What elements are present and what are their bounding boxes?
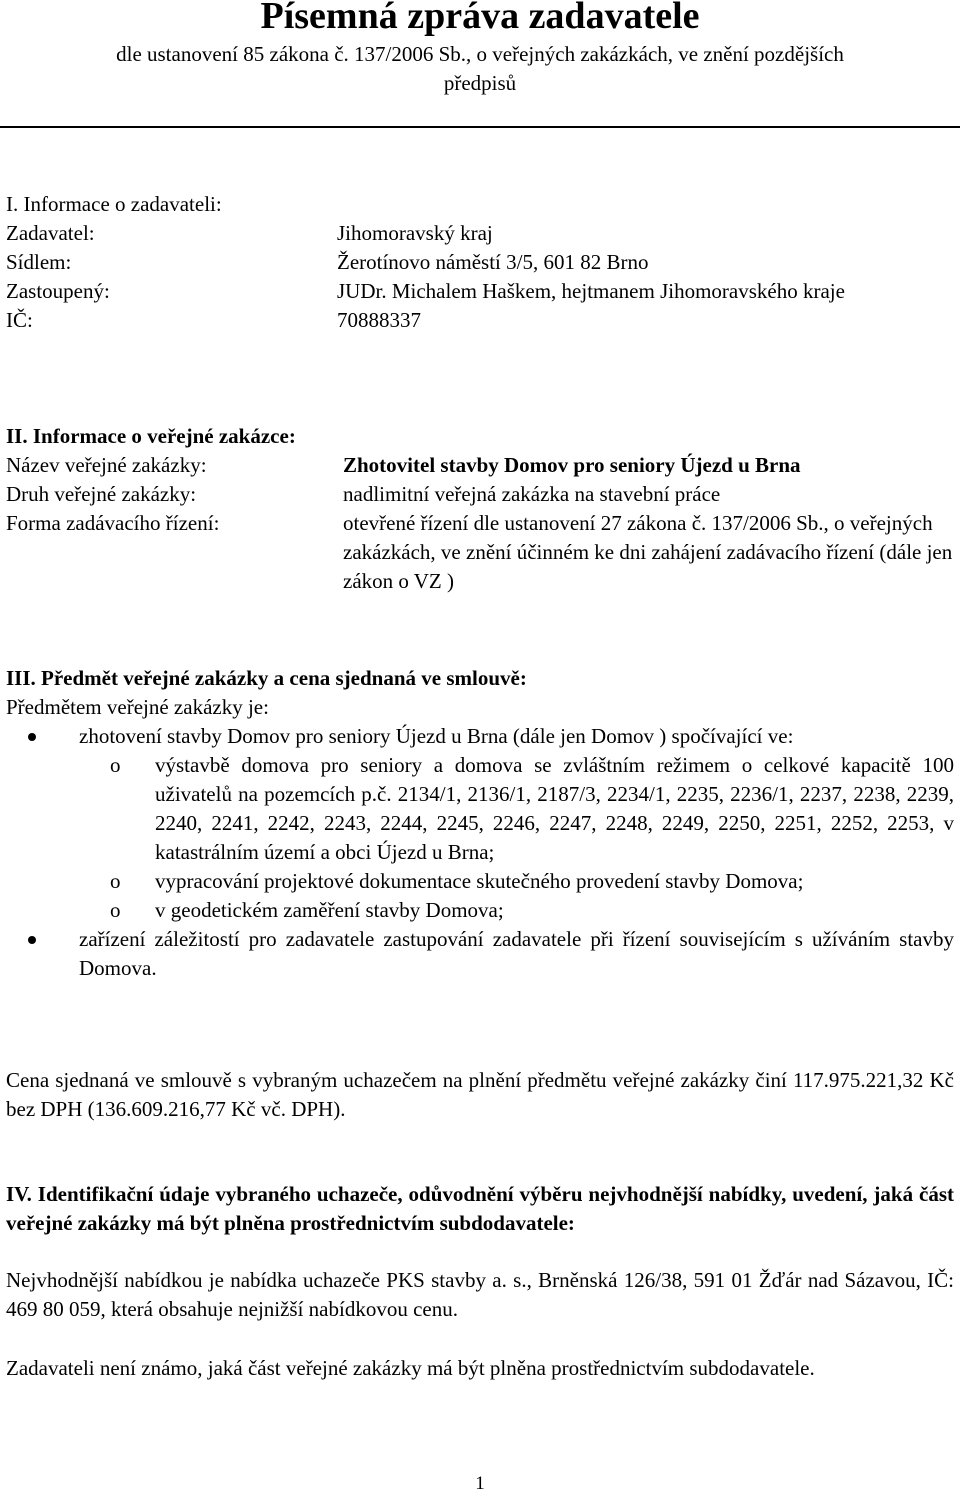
sub-list — [79, 751, 954, 925]
info-label: IČ: — [6, 308, 33, 332]
sub-list-item — [79, 867, 954, 896]
info-label: Zastoupený: — [6, 279, 110, 303]
section-contracting-authority — [6, 190, 954, 335]
section-subject-and-price — [6, 664, 954, 983]
price-paragraph: Cena sjednaná ve smlouvě s vybraným uchazečem na plnění předmětu veřejné zakázky činí 117.975.221,32 Kč bez DPH (136.609.216,77 Kč vč. DPH). — [6, 1068, 954, 1121]
section-public-contract — [6, 422, 954, 596]
bullet-icon — [28, 936, 36, 944]
info-label: Sídlem: — [6, 250, 72, 274]
info-value: 70888337 — [337, 308, 421, 332]
info-value: nadlimitní veřejná zakázka na stavební práce — [343, 482, 721, 506]
info-row — [6, 451, 954, 480]
info-value: Žerotínovo náměstí 3/5, 601 82 Brno — [337, 250, 649, 274]
subject-intro: Předmětem veřejné zakázky je: — [6, 695, 269, 719]
section-4-heading: IV. Identifikační údaje vybraného uchazeče, odůvodnění výběru nejvhodnější nabídky, uvedení, jaká část veřejné zakázky má být plněna prostřednictvím subdodavatele: — [6, 1182, 954, 1235]
list-item-text: zhotovení stavby Domov pro seniory Újezd u Brna (dále jen Domov ) spočívající ve: — [79, 724, 794, 748]
header-divider — [0, 126, 960, 128]
winner-paragraph: Nejvhodnější nabídkou je nabídka uchazeče PKS stavby a. s., Brněnská 126/38, 591 01 Žďár nad Sázavou, IČ: 469 80 059, která obsahuje nejnižší nabídkovou cenu. — [6, 1268, 954, 1321]
document-header — [0, 0, 960, 98]
bullet-icon — [28, 733, 36, 741]
info-row — [6, 219, 954, 248]
info-value: Zhotovitel stavby Domov pro seniory Újezd u Brna — [343, 453, 801, 477]
section-2-heading: II. Informace o veřejné zakázce: — [6, 424, 296, 448]
list-item — [6, 925, 954, 983]
subject-list — [6, 722, 954, 983]
list-item-text: zařízení záležitostí pro zadavatele zastupování zadavatele při řízení souvisejícím s užíváním stavby Domova. — [79, 927, 954, 980]
info-value: otevřené řízení dle ustanovení 27 zákona č. 137/2006 Sb., o veřejných zakázkách, ve znění účinném ke dni zahájení zadávacího řízení (dále jen zákon o VZ ) — [343, 511, 953, 593]
section-3-heading: III. Předmět veřejné zakázky a cena sjednaná ve smlouvě: — [6, 666, 527, 690]
info-label: Forma zadávacího řízení: — [6, 511, 220, 535]
circle-bullet-icon: o — [110, 753, 121, 777]
document-subtitle: dle ustanovení 85 zákona č. 137/2006 Sb., o veřejných zakázkách, ve znění pozdějších předpisů — [116, 42, 844, 95]
circle-bullet-icon: o — [110, 898, 121, 922]
info-label: Název veřejné zakázky: — [6, 453, 207, 477]
sub-list-item — [79, 896, 954, 925]
info-row — [6, 306, 954, 335]
info-row — [6, 480, 954, 509]
info-row — [6, 509, 954, 596]
circle-bullet-icon: o — [110, 869, 121, 893]
info-value: JUDr. Michalem Haškem, hejtmanem Jihomoravského kraje — [337, 279, 845, 303]
info-label: Druh veřejné zakázky: — [6, 482, 197, 506]
sub-list-item-text: v geodetickém zaměření stavby Domova; — [155, 898, 504, 922]
info-row — [6, 248, 954, 277]
sub-list-item — [79, 751, 954, 867]
sub-list-item-text: výstavbě domova pro seniory a domova se zvláštním režimem o celkové kapacitě 100 uživatelů na pozemcích p.č. 2134/1, 2136/1, 2187/3, 2234/1, 2235, 2236/1, 2237, 2238, 2239, 2240, 2241, 2242, 2243, 2244, 2245, 2246, 2247, 2248, 2249, 2250, 2251, 2252, 2253, v katastrálním území a obci Újezd u Brna; — [155, 753, 954, 864]
section-1-heading: I. Informace o zadavateli: — [6, 192, 222, 216]
page-number: 1 — [475, 1473, 485, 1494]
document-title: Písemná zpráva zadavatele — [260, 0, 700, 37]
info-value: Jihomoravský kraj — [337, 221, 493, 245]
list-item — [6, 722, 954, 925]
info-label: Zadavatel: — [6, 221, 95, 245]
sub-list-item-text: vypracování projektové dokumentace skutečného provedení stavby Domova; — [155, 869, 804, 893]
subcontractor-paragraph: Zadavateli není známo, jaká část veřejné zakázky má být plněna prostřednictvím subdodavatele. — [6, 1356, 815, 1380]
info-row — [6, 277, 954, 306]
